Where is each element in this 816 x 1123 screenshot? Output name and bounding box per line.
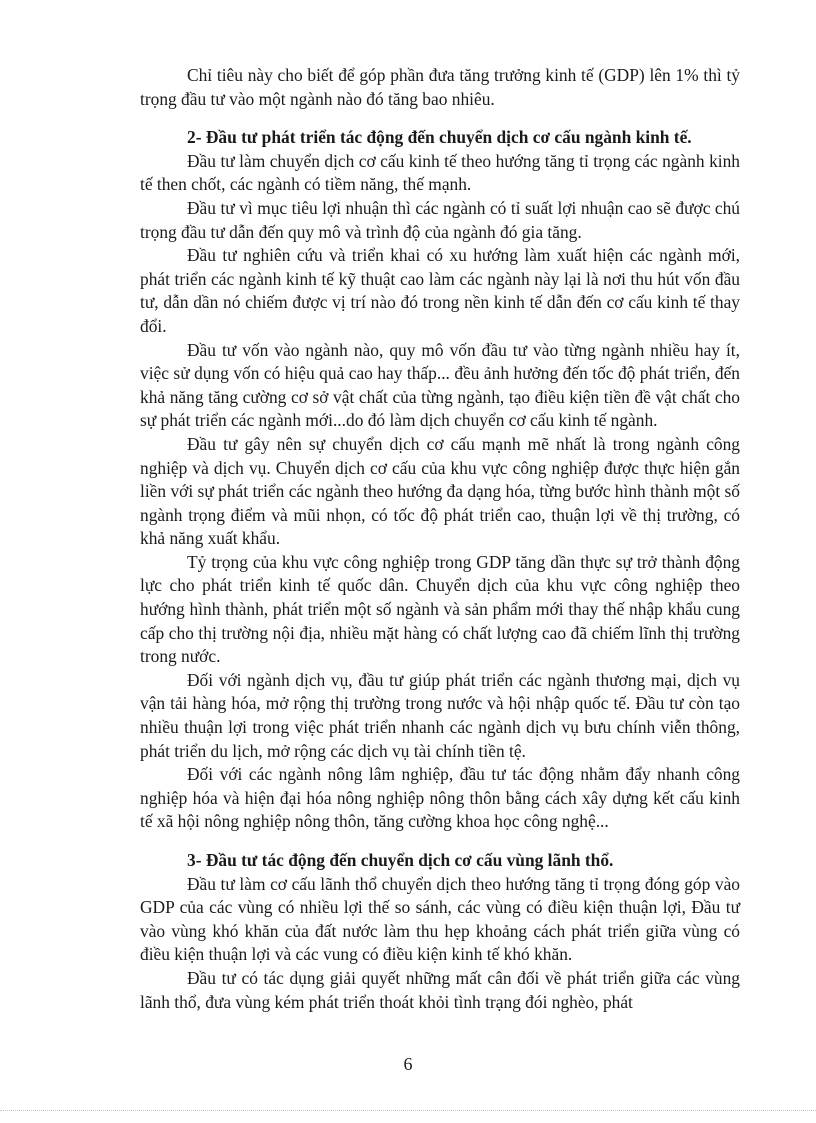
paragraph-agriculture: Đối với các ngành nông lâm nghiệp, đầu tư tác động nhằm đẩy nhanh công nghiệp hóa và hiện đại hóa nông nghiệp nông thôn bằng cách xây dựng kết cấu kinh tế xã hội nông nghiệp nông thôn, tăng cường khoa học công nghệ... xyxy=(140,764,740,832)
paragraph-industry-share: Tỷ trọng của khu vực công nghiệp trong GDP tăng dần thực sự trở thành động lực cho phát triển kinh tế quốc dân. Chuyển dịch của khu vực công nghiệp theo hướng hình thành, phát triển một số ngành và sản phẩm mới thay thế nhập khẩu cung cấp cho thị trường nội địa, nhiều mặt hàng có chất lượng cao đã chiếm lĩnh thị trường trong nước. xyxy=(140,551,740,667)
paragraph-capital-allocation: Đầu tư vốn vào ngành nào, quy mô vốn đầu tư vào từng ngành nhiều hay ít, việc sử dụng vốn có hiệu quả cao hay thấp... đều ảnh hưởng đến tốc độ phát triển, đến khả năng tăng cường cơ sở vật chất của từng ngành, tạo điều kiện tiền đề vật chất cho sự phát triển các ngành mới...do đó làm dịch chuyển cơ cấu kinh tế ngành. xyxy=(140,339,740,431)
page-bottom-divider xyxy=(0,1110,816,1111)
paragraph-sector-shift: Đầu tư làm chuyển dịch cơ cấu kinh tế theo hướng tăng tỉ trọng các ngành kinh tế then chốt, các ngành có tiềm năng, thế mạnh. xyxy=(140,150,740,195)
section-heading-2: 2- Đầu tư phát triển tác động đến chuyển dịch cơ cấu ngành kinh tế. xyxy=(187,127,692,148)
paragraph-industry-services: Đầu tư gây nên sự chuyển dịch cơ cấu mạnh mẽ nhất là trong ngành công nghiệp và dịch vụ. Chuyển dịch cơ cấu của khu vực công nghiệp được thực hiện gắn liền với sự phát triển các ngành theo hướng đa dạng hóa, từng bước hình thành một số ngành trọng điểm và mũi nhọn, có tốc độ phát triển cao, thuận lợi về thị trường, có khả năng xuất khẩu. xyxy=(140,433,740,549)
document-page xyxy=(140,64,740,1014)
paragraph-regional-shift: Đầu tư làm cơ cấu lãnh thổ chuyển dịch theo hướng tăng tỉ trọng đóng góp vào GDP của các vùng có nhiều lợi thế so sánh, các vùng có điều kiện thuận lợi, Đầu tư vào vùng khó khăn của đất nước làm thu hẹp khoảng cách phát triển giữa vùng có điều kiện thuận lợi và các vung có điều kiện kinh tế khó khăn. xyxy=(140,873,740,965)
section-heading-3: 3- Đầu tư tác động đến chuyển dịch cơ cấu vùng lãnh thổ. xyxy=(187,850,614,870)
page-number: 6 xyxy=(403,1054,413,1074)
paragraph-gdp-indicator: Chỉ tiêu này cho biết để góp phần đưa tăng trưởng kinh tế (GDP) lên 1% thì tỷ trọng đầu tư vào một ngành nào đó tăng bao nhiêu. xyxy=(140,65,740,109)
paragraph-regional-balance: Đầu tư có tác dụng giải quyết những mất cân đối về phát triển giữa các vùng lãnh thổ, đưa vùng kém phát triển thoát khỏi tình trạng đói nghèo, phát xyxy=(140,967,740,1012)
paragraph-profit-motive: Đầu tư vì mục tiêu lợi nhuận thì các ngành có tỉ suất lợi nhuận cao sẽ được chú trọng đầu tư dẫn đến quy mô và trình độ của ngành đó gia tăng. xyxy=(140,197,740,242)
paragraph-services: Đối với ngành dịch vụ, đầu tư giúp phát triển các ngành thương mại, dịch vụ vận tải hàng hóa, mở rộng thị trường trong nước và hội nhập quốc tế. Đầu tư còn tạo nhiều thuận lợi trong việc phát triển nhanh các ngành dịch vụ bưu chính viễn thông, phát triển du lịch, mở rộng các dịch vụ tài chính tiền tệ. xyxy=(140,669,740,761)
paragraph-research: Đầu tư nghiên cứu và triển khai có xu hướng làm xuất hiện các ngành mới, phát triển các ngành kinh tế kỹ thuật cao làm các ngành này lại là nơi thu hút vốn đầu tư, dẫn dần nó chiếm được vị trí nào đó trong nền kinh tế dẫn đến cơ cấu kinh tế thay đổi. xyxy=(140,245,740,336)
